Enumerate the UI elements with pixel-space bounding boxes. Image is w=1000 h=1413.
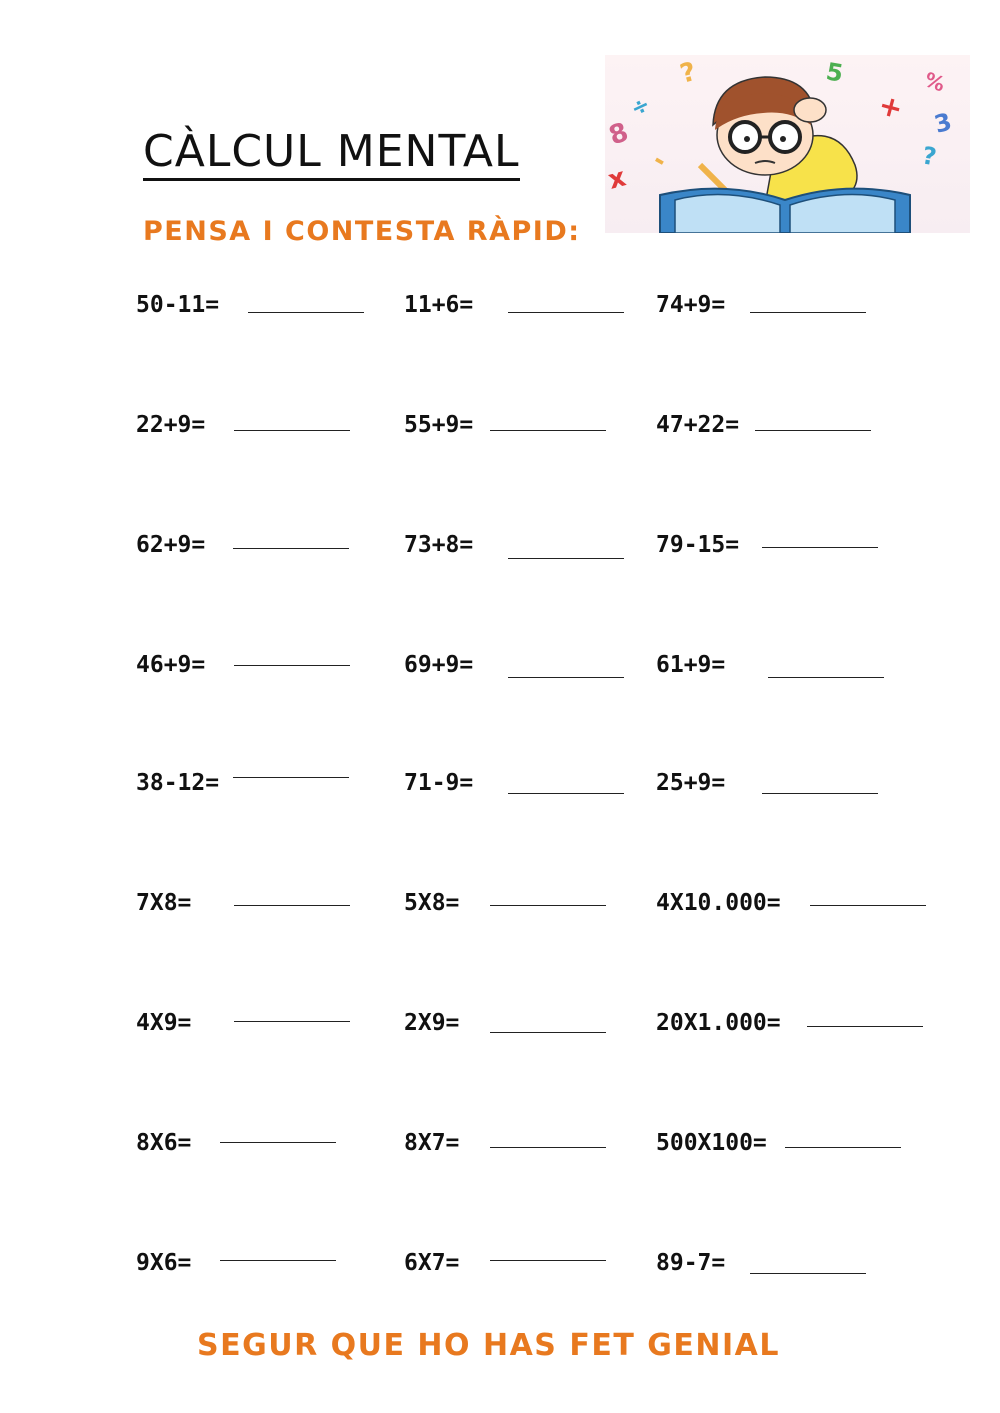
answer-line[interactable]	[248, 312, 364, 313]
problem-expression: 46+9=	[136, 652, 206, 678]
answer-line[interactable]	[755, 430, 871, 431]
problem-expression: 500X100=	[656, 1130, 767, 1156]
answer-line[interactable]	[762, 547, 878, 548]
problem-expression: 73+8=	[404, 532, 474, 558]
answer-line[interactable]	[234, 430, 350, 431]
answer-line[interactable]	[508, 677, 624, 678]
page-title: CÀLCUL MENTAL	[143, 126, 520, 181]
math-problem	[136, 1130, 436, 1170]
math-problem	[656, 890, 956, 930]
problem-expression: 38-12=	[136, 770, 220, 796]
math-problem	[136, 292, 436, 332]
answer-line[interactable]	[768, 677, 884, 678]
answer-line[interactable]	[490, 1147, 606, 1148]
problem-expression: 62+9=	[136, 532, 206, 558]
problem-expression: 9X6=	[136, 1250, 192, 1276]
answer-line[interactable]	[490, 1032, 606, 1033]
answer-line[interactable]	[220, 1142, 336, 1143]
answer-line[interactable]	[508, 312, 624, 313]
problem-expression: 6X7=	[404, 1250, 460, 1276]
math-problem	[136, 532, 436, 572]
answer-line[interactable]	[234, 1021, 350, 1022]
math-problem	[136, 652, 436, 692]
problem-expression: 8X7=	[404, 1130, 460, 1156]
svg-text:?: ?	[677, 56, 700, 90]
problem-expression: 7X8=	[136, 890, 192, 916]
math-problem	[656, 652, 956, 692]
math-problem	[136, 770, 436, 810]
math-problem	[136, 1250, 436, 1290]
answer-line[interactable]	[508, 793, 624, 794]
child-studying-icon	[605, 55, 970, 233]
problem-expression: 2X9=	[404, 1010, 460, 1036]
answer-line[interactable]	[233, 548, 349, 549]
problem-expression: 20X1.000=	[656, 1010, 781, 1036]
svg-text:+: +	[875, 87, 907, 126]
math-problem	[656, 1010, 956, 1050]
problem-expression: 89-7=	[656, 1250, 726, 1276]
problem-expression: 11+6=	[404, 292, 474, 318]
answer-line[interactable]	[220, 1260, 336, 1261]
problem-expression: 69+9=	[404, 652, 474, 678]
answer-line[interactable]	[490, 1260, 606, 1261]
problem-expression: 74+9=	[656, 292, 726, 318]
problem-expression: 4X10.000=	[656, 890, 781, 916]
answer-line[interactable]	[785, 1147, 901, 1148]
problem-expression: 5X8=	[404, 890, 460, 916]
math-problem	[656, 412, 956, 452]
math-problem	[136, 412, 436, 452]
problem-expression: 8X6=	[136, 1130, 192, 1156]
problem-expression: 4X9=	[136, 1010, 192, 1036]
svg-text:?: ?	[919, 141, 939, 172]
svg-text:x: x	[605, 162, 630, 196]
problem-expression: 55+9=	[404, 412, 474, 438]
svg-text:÷: ÷	[626, 91, 655, 123]
svg-text:%: %	[921, 67, 949, 97]
problem-expression: 25+9=	[656, 770, 726, 796]
math-problem	[136, 890, 436, 930]
illustration	[605, 55, 970, 233]
problem-expression: 71-9=	[404, 770, 474, 796]
math-problem	[136, 1010, 436, 1050]
problem-expression: 22+9=	[136, 412, 206, 438]
answer-line[interactable]	[490, 430, 606, 431]
answer-line[interactable]	[750, 1273, 866, 1274]
problem-expression: 50-11=	[136, 292, 220, 318]
answer-line[interactable]	[807, 1026, 923, 1027]
answer-line[interactable]	[508, 558, 624, 559]
math-problem	[656, 532, 956, 572]
math-problem	[656, 770, 956, 810]
answer-line[interactable]	[234, 905, 350, 906]
encouragement-footer: SEGUR QUE HO HAS FET GENIAL	[197, 1328, 780, 1363]
answer-line[interactable]	[490, 905, 606, 906]
svg-text:-: -	[647, 145, 672, 177]
math-problem	[656, 1130, 956, 1170]
answer-line[interactable]	[234, 665, 350, 666]
answer-line[interactable]	[750, 312, 866, 313]
svg-text:8: 8	[605, 117, 633, 152]
answer-line[interactable]	[762, 793, 878, 794]
problem-expression: 47+22=	[656, 412, 740, 438]
answer-line[interactable]	[233, 777, 349, 778]
svg-text:3: 3	[931, 107, 955, 139]
math-problem	[656, 1250, 956, 1290]
answer-line[interactable]	[810, 905, 926, 906]
svg-text:5: 5	[823, 57, 846, 88]
math-problem	[656, 292, 956, 332]
instructions-subtitle: PENSA I CONTESTA RÀPID:	[143, 216, 581, 247]
problem-expression: 61+9=	[656, 652, 726, 678]
problem-expression: 79-15=	[656, 532, 740, 558]
